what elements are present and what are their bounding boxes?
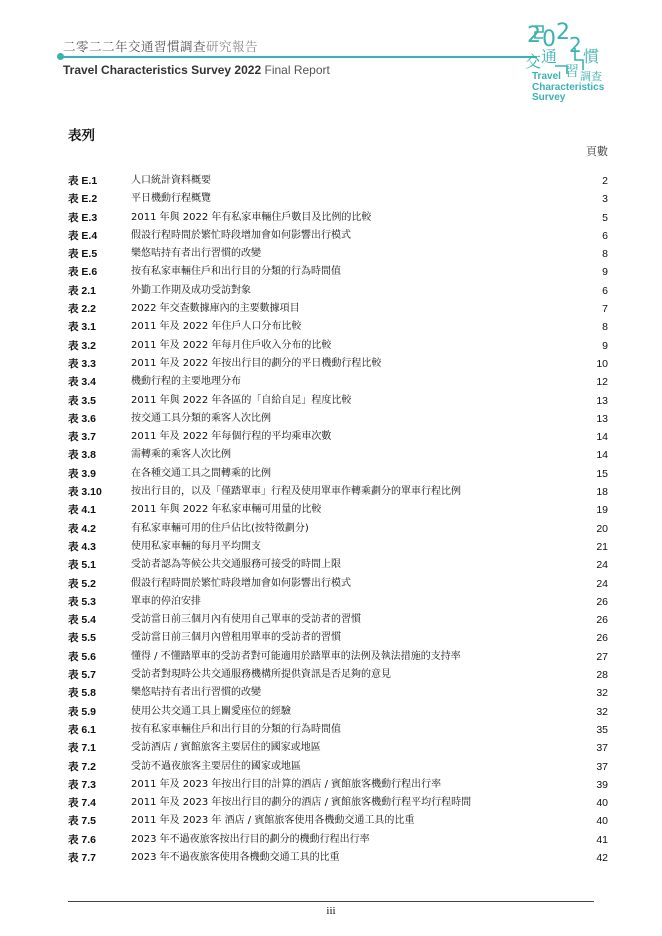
logo-digit-2: 0 (542, 27, 556, 52)
table-page: 6 (602, 229, 608, 242)
toc-row[interactable] (68, 190, 608, 208)
toc-row[interactable] (68, 337, 608, 355)
toc-row[interactable] (68, 629, 608, 647)
table-label: 表 E.2 (68, 193, 98, 206)
toc-row[interactable] (68, 831, 608, 849)
logo-char-2: 通 (541, 47, 558, 66)
table-page: 6 (602, 284, 608, 297)
table-title: 2022 年交查數據庫內的主要數據項目 (131, 303, 300, 315)
table-label: 表 4.1 (68, 504, 97, 517)
table-label: 表 7.3 (68, 778, 97, 791)
list-of-tables-heading: 表列 (68, 128, 95, 144)
table-title: 2011 年及 2023 年按出行目的計算的酒店 / 賓館旅客機動行程出行率 (131, 778, 442, 790)
table-page: 40 (596, 797, 608, 810)
toc-row[interactable] (68, 721, 608, 739)
toc-row[interactable] (68, 684, 608, 702)
toc-row[interactable] (68, 520, 608, 538)
table-label: 表 5.2 (68, 577, 97, 590)
logo-digit-3: 2 (556, 20, 570, 45)
table-page: 32 (596, 705, 608, 718)
logo-digit-4: 2 (569, 33, 582, 57)
table-page: 14 (596, 449, 608, 462)
table-title: 2011 年及 2022 年每個行程的平均乘車次數 (131, 431, 332, 443)
page-column-heading: 頁數 (586, 145, 608, 158)
toc-row[interactable] (68, 593, 608, 611)
toc-row[interactable] (68, 758, 608, 776)
table-title: 2011 年與 2022 年有私家車輛住戶數目及比例的比較 (131, 211, 372, 223)
toc-row[interactable] (68, 501, 608, 519)
table-page: 24 (596, 577, 608, 590)
toc-row[interactable] (68, 446, 608, 464)
table-label: 表 E.5 (68, 248, 98, 261)
table-page: 39 (596, 778, 608, 791)
table-page: 12 (596, 376, 608, 389)
table-title: 按有私家車輛住戶和出行目的分類的行為時間值 (131, 723, 341, 735)
table-page: 7 (602, 303, 608, 316)
toc-row[interactable] (68, 794, 608, 812)
table-title: 樂悠咭持有者出行習慣的改變 (131, 248, 261, 260)
table-label: 表 3.6 (68, 412, 97, 425)
report-title-en-suffix: Final Report (264, 63, 330, 77)
table-title: 受訪當日前三個月內有使用自己單車的受訪者的習慣 (131, 614, 361, 626)
table-label: 表 3.2 (68, 339, 97, 352)
table-title: 2011 年及 2023 年 酒店 / 賓館旅客使用各機動交通工具的比重 (131, 815, 415, 827)
table-title: 受訪當日前三個月內曾租用單車的受訪者的習慣 (131, 632, 341, 644)
table-title: 2011 年與 2022 年各區的「自給自足」程度比較 (131, 394, 352, 406)
logo-line-survey: Survey (532, 92, 566, 103)
table-page: 8 (602, 248, 608, 261)
table-label: 表 5.5 (68, 632, 97, 645)
logo-line-travel: Travel (532, 71, 561, 82)
logo-char-6: 查 (591, 70, 602, 83)
table-label: 表 5.6 (68, 650, 97, 663)
table-label: 表 2.1 (68, 284, 97, 297)
logo-char-1: 交 (525, 52, 542, 71)
table-label: 表 E.1 (68, 175, 98, 187)
toc-row[interactable] (68, 263, 608, 281)
toc-row[interactable] (68, 428, 608, 446)
toc-row[interactable] (68, 245, 608, 263)
table-page: 41 (596, 833, 608, 846)
table-label: 表 7.1 (68, 742, 97, 755)
table-title: 使用公共交通工具上關愛座位的經驗 (131, 705, 291, 717)
table-page: 26 (596, 614, 608, 627)
table-title: 使用私家車輛的每月平均開支 (131, 540, 261, 552)
table-list (68, 172, 608, 867)
table-page: 35 (596, 723, 608, 736)
logo-digit-1: 2 (527, 23, 541, 48)
table-page: 28 (596, 669, 608, 682)
toc-row[interactable] (68, 172, 608, 190)
table-label: 表 5.1 (68, 559, 97, 572)
table-title: 2011 年及 2022 年住戶人口分布比較 (131, 321, 302, 333)
logo-char-3: 習 (565, 64, 579, 80)
logo-line-characteristics: Characteristics (532, 81, 605, 93)
toc-row[interactable] (68, 483, 608, 501)
table-title: 受訪不過夜旅客主要居住的國家或地區 (131, 760, 301, 772)
table-page: 24 (596, 559, 608, 572)
toc-row[interactable] (68, 465, 608, 483)
table-label: 表 4.3 (68, 540, 97, 553)
table-title: 2023 年不過夜旅客按出行目的劃分的機動行程出行率 (131, 833, 370, 845)
table-label: 表 3.3 (68, 357, 97, 370)
table-label: 表 7.7 (68, 851, 97, 864)
report-title-zh-suffix: 研究報告 (206, 39, 259, 54)
toc-row[interactable] (68, 282, 608, 300)
table-title: 外勤工作期及成功受訪對象 (131, 284, 251, 296)
table-title: 2011 年與 2022 年私家車輛可用量的比較 (131, 504, 322, 516)
toc-row[interactable] (68, 318, 608, 336)
table-title: 機動行程的主要地理分布 (131, 376, 241, 388)
table-title: 人口統計資料概要 (131, 175, 211, 186)
table-label: 表 3.4 (68, 376, 97, 389)
table-title: 單車的停泊安排 (131, 595, 201, 607)
table-page: 13 (596, 412, 608, 425)
table-title: 受訪者對現時公共交通服務機構所提供資訊是否足夠的意見 (131, 669, 391, 681)
table-title: 按有私家車輛住戶和出行目的分類的行為時間值 (131, 266, 341, 278)
table-page: 26 (596, 632, 608, 645)
toc-row[interactable] (68, 703, 608, 721)
table-label: 表 3.1 (68, 321, 97, 334)
table-title: 樂悠咭持有者出行習慣的改變 (131, 687, 261, 699)
toc-row[interactable] (68, 209, 608, 227)
table-label: 表 5.4 (68, 614, 97, 627)
table-label: 表 E.3 (68, 211, 98, 224)
table-page: 42 (596, 851, 608, 864)
toc-row[interactable] (68, 739, 608, 757)
table-page: 3 (602, 193, 608, 206)
report-title-en-main: Travel Characteristics Survey 2022 (63, 63, 262, 77)
table-title: 按出行目的，以及「僅踏單車」行程及使用單車作轉乘劃分的單車行程比例 (131, 486, 461, 498)
toc-row[interactable] (68, 812, 608, 830)
logo-char-5: 調 (580, 70, 591, 83)
table-label: 表 5.9 (68, 705, 97, 718)
table-label: 表 5.7 (68, 669, 97, 682)
table-title: 平日機動行程概覽 (131, 193, 211, 205)
table-label: 表 4.2 (68, 522, 97, 535)
toc-row[interactable] (68, 648, 608, 666)
toc-row[interactable] (68, 392, 608, 410)
table-page: 40 (596, 815, 608, 828)
footer-rule (68, 901, 594, 902)
logo-char-4: 慣 (583, 47, 600, 66)
toc-row[interactable] (68, 776, 608, 794)
table-title: 懂得 / 不懂踏單車的受訪者對可能適用於踏單車的法例及執法措施的支持率 (131, 650, 461, 662)
table-page: 2 (602, 175, 608, 187)
table-label: 表 5.3 (68, 595, 97, 608)
report-title-zh (63, 37, 258, 55)
table-label: 表 3.8 (68, 449, 97, 462)
header-rule (61, 56, 537, 58)
table-page: 37 (596, 760, 608, 773)
table-title: 受訪者認為等候公共交通服務可接受的時間上限 (131, 559, 341, 571)
table-page: 27 (596, 650, 608, 663)
table-title: 2011 年及 2022 年按出行目的劃分的平日機動行程比較 (131, 357, 382, 369)
table-label: 表 2.2 (68, 303, 97, 316)
table-page: 21 (596, 540, 608, 553)
toc-row[interactable] (68, 666, 608, 684)
toc-row[interactable] (68, 227, 608, 245)
table-label: 表 E.6 (68, 266, 98, 279)
page-number: iii (326, 905, 336, 917)
table-page: 20 (596, 522, 608, 535)
table-page: 14 (596, 431, 608, 444)
table-title: 按交通工具分類的乘客人次比例 (131, 412, 271, 424)
report-title-en (63, 63, 330, 77)
table-title: 2023 年不過夜旅客使用各機動交通工具的比重 (131, 851, 340, 863)
table-page: 9 (602, 266, 608, 279)
toc-row[interactable] (68, 355, 608, 373)
table-title: 2011 年及 2023 年按出行目的劃分的酒店 / 賓館旅客機動行程平均行程時間 (131, 797, 472, 809)
toc-row[interactable] (68, 373, 608, 391)
table-page: 9 (602, 339, 608, 352)
table-page: 13 (596, 394, 608, 407)
table-page: 10 (596, 357, 608, 370)
table-label: 表 3.7 (68, 431, 97, 444)
table-label: 表 3.5 (68, 394, 97, 407)
table-page: 37 (596, 742, 608, 755)
toc-row[interactable] (68, 849, 608, 867)
table-page: 19 (596, 504, 608, 517)
report-title-zh-main: 二零二二年交通習慣調查 (63, 39, 207, 54)
table-page: 18 (596, 486, 608, 499)
toc-row[interactable] (68, 410, 608, 428)
toc-row[interactable] (68, 611, 608, 629)
table-title: 假設行程時間於繁忙時段增加會如何影響出行模式 (131, 229, 351, 241)
table-title: 受訪酒店 / 賓館旅客主要居住的國家或地區 (131, 742, 321, 754)
table-title: 假設行程時間於繁忙時段增加會如何影響出行模式 (131, 577, 351, 589)
table-title: 在各種交通工具之間轉乘的比例 (131, 467, 271, 479)
toc-row[interactable] (68, 538, 608, 556)
toc-row[interactable] (68, 575, 608, 593)
table-page: 5 (602, 211, 608, 224)
toc-row[interactable] (68, 556, 608, 574)
logo-wordmark (532, 72, 604, 104)
table-label: 表 3.10 (68, 486, 102, 499)
toc-row[interactable] (68, 300, 608, 318)
table-label: 表 6.1 (68, 723, 97, 736)
table-label: 表 7.4 (68, 797, 97, 810)
table-page: 8 (602, 321, 608, 334)
table-title: 有私家車輛可用的住戶佔比(按特徵劃分) (131, 522, 309, 534)
table-title: 需轉乘的乘客人次比例 (131, 449, 231, 461)
table-label: 表 E.4 (68, 229, 98, 242)
table-label: 表 7.2 (68, 760, 97, 773)
table-page: 32 (596, 687, 608, 700)
table-label: 表 5.8 (68, 687, 97, 700)
table-page: 15 (596, 467, 608, 480)
table-label: 表 7.5 (68, 815, 97, 828)
table-title: 2011 年及 2022 年每月住戶收入分布的比較 (131, 339, 332, 351)
table-label: 表 7.6 (68, 833, 97, 846)
table-label: 表 3.9 (68, 467, 97, 480)
table-page: 26 (596, 595, 608, 608)
